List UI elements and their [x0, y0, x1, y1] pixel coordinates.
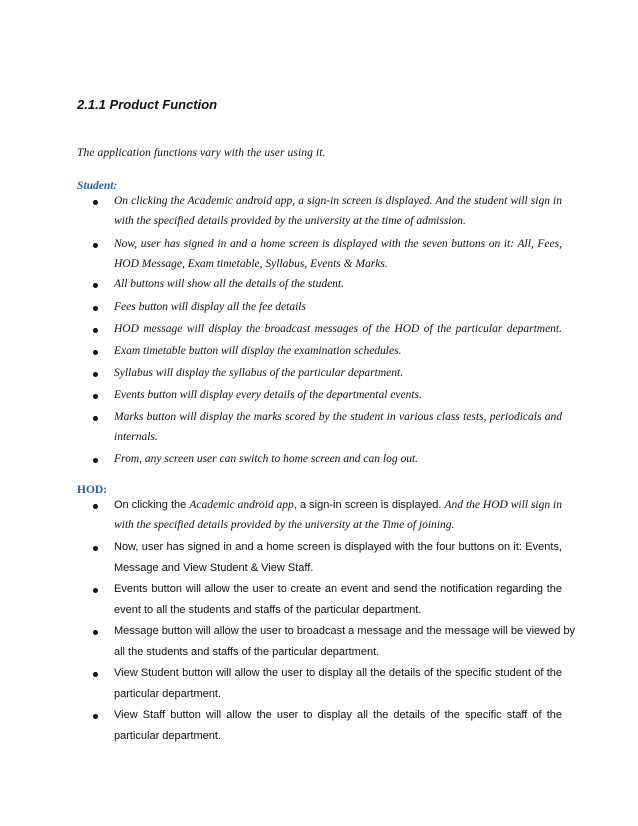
list-item-text: Marks button will display the marks scored by the student in various class tests, periodicals and: [114, 411, 562, 423]
bullet-icon: [93, 546, 98, 551]
list-item-text: Fees button will display all the fee details: [114, 301, 306, 313]
list-item-text: View Student button will allow the user to display all the details of the specific student of the: [114, 667, 562, 679]
list-item-text: event to all the students and staffs of the particular department.: [114, 604, 422, 616]
list-item-text: particular department.: [114, 730, 221, 742]
bullet-icon: [93, 200, 98, 205]
list-item-text: with the specified details provided by the university at the Time of joining.: [114, 519, 455, 531]
list-item-text: with the specified details provided by the university at the time of admission.: [114, 215, 466, 227]
bullet-icon: [93, 504, 98, 509]
student-section-label: Student:: [77, 180, 118, 192]
list-item-text: particular department.: [114, 688, 221, 700]
bullet-icon: [93, 350, 98, 355]
list-item-text: Syllabus will display the syllabus of the particular department.: [114, 367, 404, 379]
list-item-text: View Staff button will allow the user to display all the details of the specific staff of the: [114, 709, 562, 721]
bullet-icon: [93, 372, 98, 377]
bullet-icon: [93, 306, 98, 311]
list-item-text: Events button will display every details of the departmental events.: [114, 389, 422, 401]
list-item-text: Events button will allow the user to create an event and send the notification regarding the: [114, 583, 562, 595]
bullet-icon: [93, 394, 98, 399]
list-item-text: all the students and staffs of the particular department.: [114, 646, 380, 658]
list-item-text: From, any screen user can switch to home screen and can log out.: [114, 453, 419, 465]
bullet-icon: [93, 714, 98, 719]
section-heading: 2.1.1 Product Function: [77, 97, 218, 112]
bullet-icon: [93, 416, 98, 421]
list-item-text: HOD Message, Exam timetable, Syllabus, Events & Marks.: [114, 258, 388, 270]
bullet-icon: [93, 588, 98, 593]
hod-section-label: HOD:: [77, 484, 108, 496]
bullet-icon: [93, 328, 98, 333]
list-item-text: Now, user has signed in and a home screen is displayed with the four buttons on it: Events,: [114, 541, 562, 553]
bullet-icon: [93, 458, 98, 463]
bullet-icon: [93, 243, 98, 248]
list-item-text: Now, user has signed in and a home screen is displayed with the seven buttons on it: All, Fees,: [114, 238, 562, 250]
list-item-text: internals.: [114, 431, 158, 443]
list-item-text: On clicking the Academic android app, a sign-in screen is displayed. And the HOD will sign in: [114, 499, 562, 511]
bullet-icon: [93, 630, 98, 635]
list-item-text: On clicking the Academic android app, a sign-in screen is displayed. And the student will sign in: [114, 195, 562, 207]
intro-paragraph: The application functions vary with the user using it.: [77, 147, 326, 159]
list-item-text: Message button will allow the user to broadcast a message and the message will be viewed by: [114, 625, 576, 637]
list-item-text: HOD message will display the broadcast messages of the HOD of the particular department.: [114, 323, 562, 335]
bullet-icon: [93, 672, 98, 677]
list-item-text: Exam timetable button will display the examination schedules.: [114, 345, 402, 357]
bullet-icon: [93, 283, 98, 288]
list-item-text: Message and View Student & View Staff.: [114, 562, 314, 574]
list-item-text: All buttons will show all the details of the student.: [114, 278, 344, 290]
